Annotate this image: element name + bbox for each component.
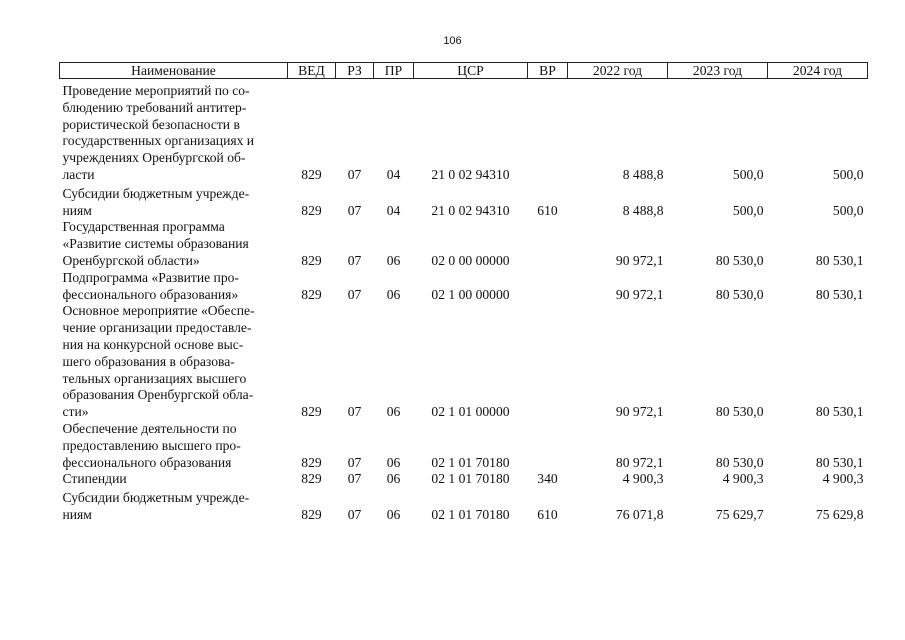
cell-2022: 80 972,1 [615,454,664,470]
cell-2023: 80 530,0 [715,252,764,268]
cell-2023: 80 530,0 [715,454,764,470]
header-pr: ПР [374,63,414,79]
cell-2022: 8 488,8 [622,166,664,182]
cell-pr: 06 [386,506,401,522]
cell-pr: 04 [386,166,401,182]
cell-csr: 02 1 01 70180 [431,506,510,522]
cell-ved: 829 [301,252,322,268]
cell-ved: 829 [301,471,322,487]
cell-2024: 80 530,1 [815,454,864,470]
cell-2022: 90 972,1 [615,286,664,302]
cell-name: Подпрограмма «Развитие про- фессионального образования» [62,269,239,302]
cell-ved: 829 [301,454,322,470]
cell-2024: 80 530,1 [815,286,864,302]
cell-ved: 829 [301,166,322,182]
cell-csr: 02 1 01 70180 [431,471,510,487]
cell-2024: 500,0 [832,166,864,182]
cell-2022: 4 900,3 [622,471,664,487]
cell-2024: 75 629,8 [815,506,864,522]
cell-name: Стипендии [62,471,127,487]
table-row [60,79,868,184]
cell-rz: 07 [347,286,362,302]
cell-pr: 06 [386,454,401,470]
header-name: Наименование [60,63,288,79]
cell-vr [528,303,568,421]
cell-2022: 90 972,1 [615,252,664,268]
table-body [60,79,868,524]
table-row [60,471,868,488]
cell-rz: 07 [347,202,362,218]
cell-2023: 80 530,0 [715,404,764,420]
cell-csr: 21 0 02 94310 [431,202,510,218]
cell-2023: 500,0 [732,202,764,218]
table-row [60,184,868,220]
cell-csr: 21 0 02 94310 [431,166,510,182]
cell-2024: 500,0 [832,202,864,218]
table-row [60,303,868,421]
cell-csr: 02 1 01 00000 [431,404,510,420]
header-2022: 2022 год [568,63,668,79]
table-header-row [60,63,868,79]
cell-pr: 04 [386,202,401,218]
cell-2023: 500,0 [732,166,764,182]
header-2023: 2023 год [668,63,768,79]
cell-vr: 610 [537,202,558,218]
cell-2022: 8 488,8 [622,202,664,218]
cell-rz: 07 [347,166,362,182]
cell-csr: 02 0 00 00000 [431,252,510,268]
header-rz: РЗ [336,63,374,79]
table-row [60,270,868,304]
cell-name: Основное мероприятие «Обеспе- чение организации предоставле- ния на конкурсной основе выс- шего образования в образова- тельных организациях высшего образования Оренбургской обла- сти» [62,303,255,420]
cell-2024: 4 900,3 [822,471,864,487]
cell-rz: 07 [347,454,362,470]
cell-vr: 340 [537,471,558,487]
header-vr: ВР [528,63,568,79]
table-row [60,421,868,471]
header-2024: 2024 год [768,63,868,79]
cell-2024: 80 530,1 [815,252,864,268]
cell-pr: 06 [386,471,401,487]
table-row [60,219,868,269]
cell-vr: 610 [537,506,558,522]
cell-2022: 76 071,8 [615,506,664,522]
cell-vr [528,270,568,304]
cell-csr: 02 1 01 70180 [431,454,510,470]
cell-rz: 07 [347,506,362,522]
header-csr: ЦСР [414,63,528,79]
cell-vr [528,421,568,471]
cell-2023: 75 629,7 [715,506,764,522]
cell-name: Проведение мероприятий по со- блюдению требований антитер- рористической безопасности в государственных организациях и учреждениях Оренбургской об- ласти [62,83,255,182]
cell-ved: 829 [301,202,322,218]
cell-name: Обеспечение деятельности по предоставлению высшего про- фессионального образования [62,420,241,470]
cell-name: Субсидии бюджетным учрежде- ниям [62,185,250,218]
cell-name: Субсидии бюджетным учрежде- ниям [62,490,250,522]
cell-rz: 07 [347,471,362,487]
header-ved: ВЕД [288,63,336,79]
cell-name: Государственная программа «Развитие системы образования Оренбургской области» [62,219,249,268]
cell-rz: 07 [347,252,362,268]
budget-table [59,62,868,524]
cell-pr: 06 [386,286,401,302]
table-row [60,488,868,524]
cell-pr: 06 [386,252,401,268]
cell-2022: 90 972,1 [615,404,664,420]
cell-rz: 07 [347,404,362,420]
cell-2023: 80 530,0 [715,286,764,302]
cell-2023: 4 900,3 [722,471,764,487]
cell-vr [528,219,568,269]
cell-ved: 829 [301,404,322,420]
cell-ved: 829 [301,286,322,302]
page-number: 106 [443,35,462,47]
cell-pr: 06 [386,404,401,420]
cell-ved: 829 [301,506,322,522]
cell-vr [528,79,568,184]
cell-2024: 80 530,1 [815,404,864,420]
cell-csr: 02 1 00 00000 [431,286,510,302]
